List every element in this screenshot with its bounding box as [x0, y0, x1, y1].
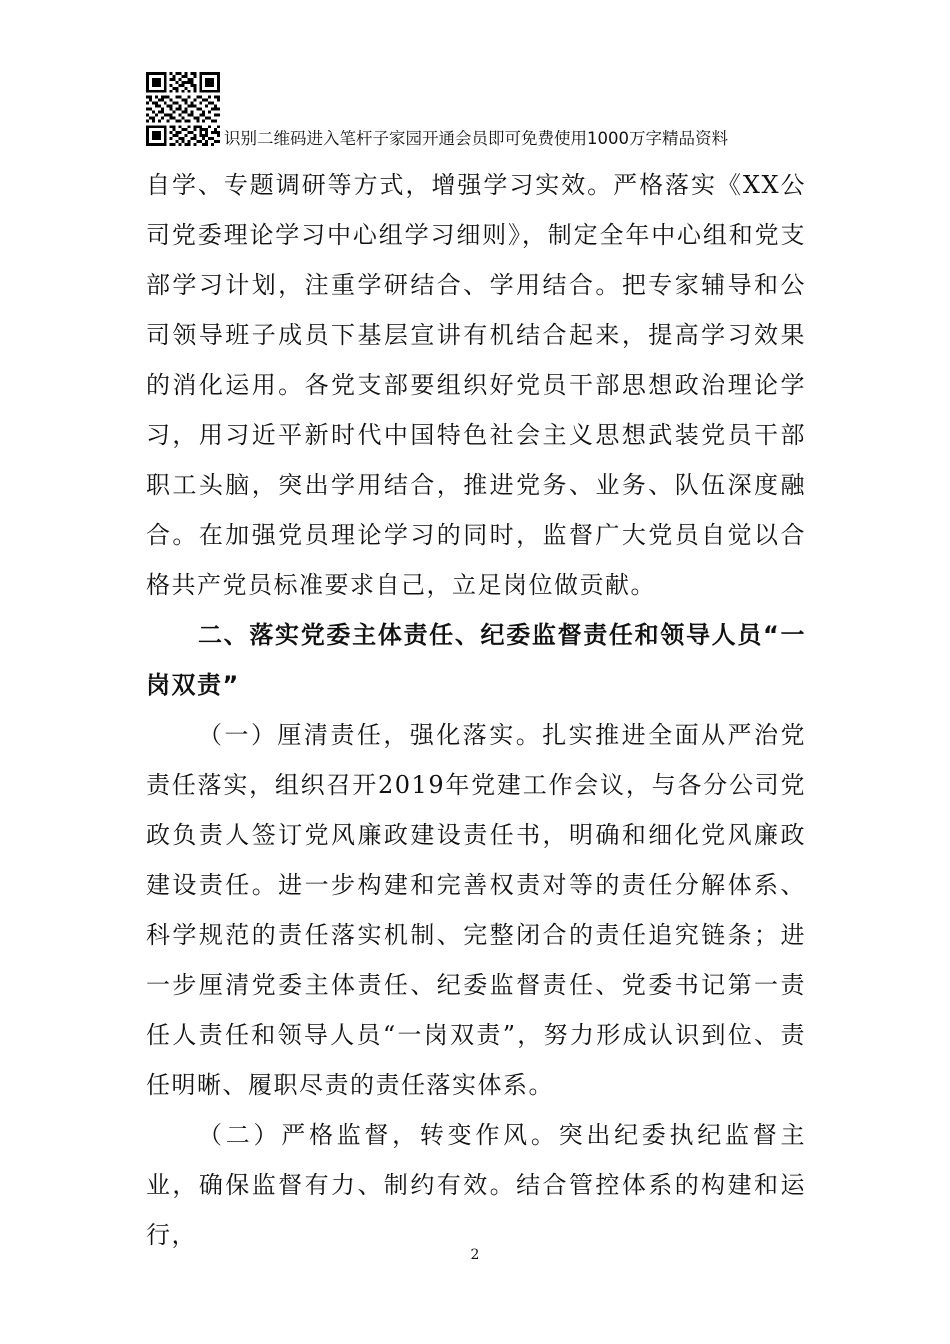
page-number: 2 — [470, 1247, 480, 1263]
qr-code-graphic — [146, 72, 220, 146]
body-paragraph: （一）厘清责任，强化落实。扎实推进全面从严治党责任落实，组织召开2019年党建工作会议，与各分公司党政负责人签订党风廉政建设责任书，明确和细化党风廉政建设责任。进一步构建和完善权责对等的责任分解体系、科学规范的责任落实机制、完整闭合的责任追究链条；进一步厘清党委主体责任、纪委监督责任、党委书记第一责任人责任和领导人员“一岗双责”，努力形成认识到位、责任明晰、履职尽责的责任落实体系。 — [146, 721, 806, 1099]
qr-code-image — [146, 72, 220, 146]
body-paragraph: （二）严格监督，转变作风。突出纪委执纪监督主业，确保监督有力、制约有效。结合管控体系的构建和运行， — [146, 1121, 806, 1249]
body-paragraph: 自学、专题调研等方式，增强学习实效。严格落实《XX公司党委理论学习中心组学习细则》，制定全年中心组和党支部学习计划，注重学研结合、学用结合。把专家辅导和公司领导班子成员下基层宣讲有机结合起来，提高学习效果的消化运用。各党支部要组织好党员干部思想政治理论学习，用习近平新时代中国特色社会主义思想武装党员干部职工头脑，突出学用结合，推进党务、业务、队伍深度融合。在加强党员理论学习的同时，监督广大党员自觉以合格共产党员标准要求自己，立足岗位做贡献。 — [146, 171, 806, 599]
header-ad-text: 识别二维码进入笔杆子家园开通会员即可免费使用1000万字精品资料 — [224, 129, 728, 148]
document-body — [146, 160, 806, 1260]
section-heading: 二、落实党委主体责任、纪委监督责任和领导人员“一岗双责” — [146, 621, 806, 699]
